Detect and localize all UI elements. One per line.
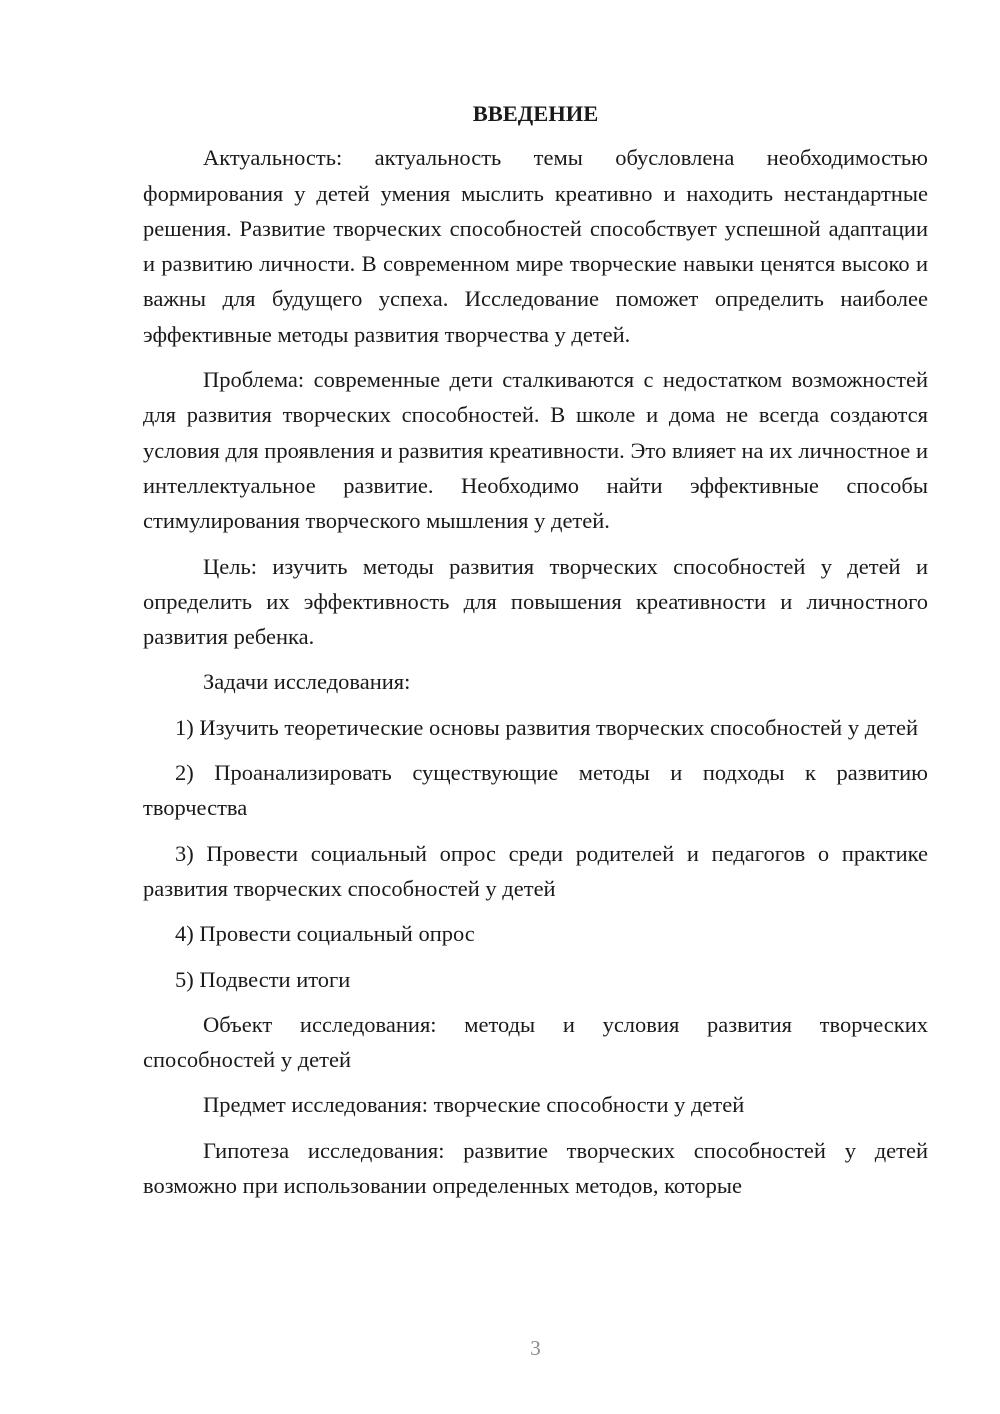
document-page <box>143 96 928 1213</box>
object-paragraph: Объект исследования: методы и условия развития творческих способностей у детей <box>143 1011 928 1073</box>
task-item-1: 1) Изучить теоретические основы развития творческих способностей у детей <box>175 714 919 740</box>
relevance-paragraph: Актуальность: актуальность темы обусловлена необходимостью формирования у детей умения мыслить креативно и находить нестандартные решения. Развитие творческих способностей способствует успешной адаптации и развитию личности. В современном мире творческие навыки ценятся высоко и важны для будущего успеха. Исследование поможет определить наиболее эффективные методы развития творчества у детей. <box>143 145 928 347</box>
task-item-2: 2) Проанализировать существующие методы и подходы к развитию творчества <box>143 760 928 821</box>
hypothesis-paragraph: Гипотеза исследования: развитие творческих способностей у детей возможно при использовании определенных методов, которые <box>143 1137 928 1199</box>
subject-paragraph: Предмет исследования: творческие способности у детей <box>203 1092 745 1118</box>
task-item-3: 3) Провести социальный опрос среди родителей и педагогов о практике развития творческих способностей у детей <box>143 840 928 901</box>
task-item-5: 5) Подвести итоги <box>175 966 351 992</box>
section-heading: ВВЕДЕНИЕ <box>472 101 599 126</box>
page-number: 3 <box>530 1336 541 1360</box>
problem-paragraph: Проблема: современные дети сталкиваются с недостатком возможностей для развития творческих способностей. В школе и дома не всегда создаются условия для проявления и развития креативности. Это влияет на их личностное и интеллектуальное развитие. Необходимо найти эффективные способы стимулирования творческого мышления у детей. <box>143 367 928 534</box>
tasks-title: Задачи исследования: <box>203 669 411 695</box>
task-item-4: 4) Провести социальный опрос <box>175 921 475 947</box>
goal-paragraph: Цель: изучить методы развития творческих способностей у детей и определить их эффективность для повышения креативности и личностного развития ребенка. <box>143 553 928 650</box>
